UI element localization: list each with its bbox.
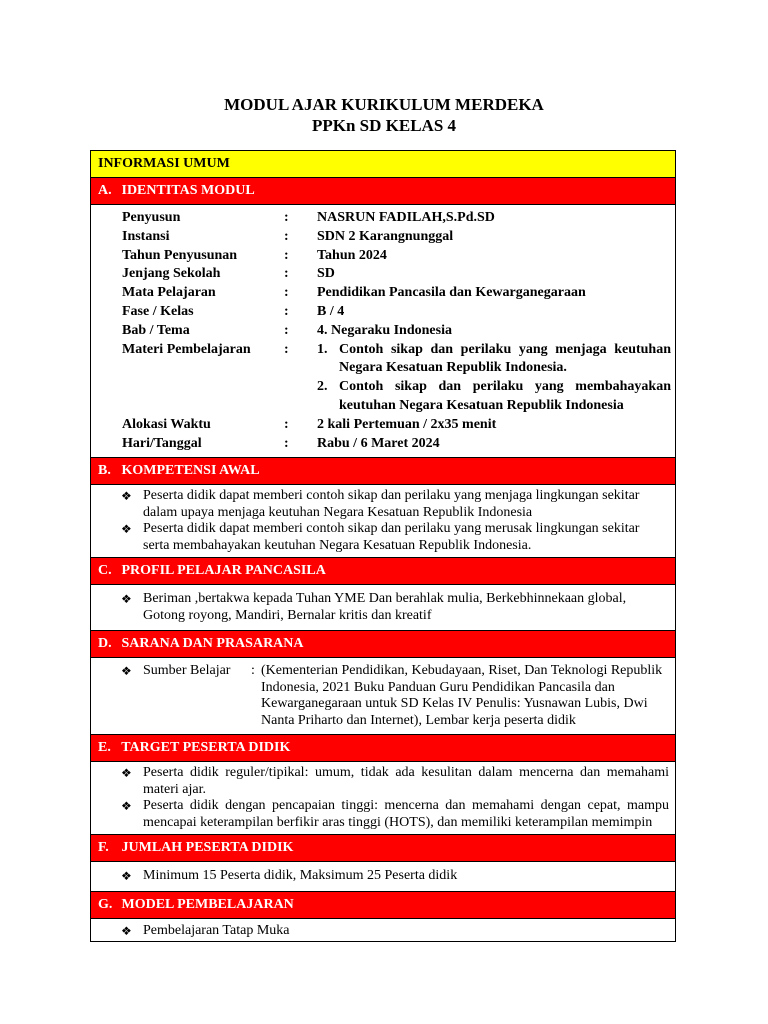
section-f-header <box>91 835 675 862</box>
title-line-1: MODUL AJAR KURIKULUM MERDEKA <box>224 95 544 114</box>
sarana-prasarana-body <box>91 658 675 735</box>
section-e-letter: E. <box>98 740 111 756</box>
identitas-key: Hari/Tanggal <box>122 435 202 451</box>
identitas-value: Pendidikan Pancasila dan Kewarganegaraan <box>317 285 586 301</box>
bullet-diamond-icon: ❖ <box>121 664 132 679</box>
list-item <box>121 591 669 624</box>
list-item <box>121 798 669 831</box>
section-e-title: TARGET PESERTA DIDIK <box>121 740 291 756</box>
bullet-diamond-icon: ❖ <box>121 799 132 814</box>
list-item-text: Beriman ,bertakwa kepada Tuhan YME Dan berahlak mulia, Berkebhinnekaan global, Gotong royong, Mandiri, Bernalar kritis dan kreatif <box>143 591 627 623</box>
bullet-diamond-icon: ❖ <box>121 592 132 607</box>
identitas-row <box>91 247 675 266</box>
materi-text: Contoh sikap dan perilaku yang membahayakan keutuhan Negara Kesatuan Republik Indonesia <box>339 379 671 413</box>
list-item <box>121 765 669 798</box>
section-a-letter: A. <box>98 183 112 198</box>
identitas-key: Tahun Penyusunan <box>122 247 238 263</box>
list-item-text: Peserta didik reguler/tipikal: umum, tidak ada kesulitan dalam mencerna dan memahami materi ajar. <box>143 765 669 797</box>
list-item-text: Minimum 15 Peserta didik, Maksimum 25 Peserta didik <box>143 868 458 884</box>
section-f-title: JUMLAH PESERTA DIDIK <box>121 840 294 856</box>
identitas-row <box>91 416 675 435</box>
materi-number: 2. <box>317 379 328 395</box>
section-c-title: PROFIL PELAJAR PANCASILA <box>121 563 326 579</box>
section-d-header <box>91 631 675 658</box>
materi-number: 1. <box>317 341 328 357</box>
identitas-value: Tahun 2024 <box>317 247 387 263</box>
identitas-row <box>91 435 675 454</box>
list-item <box>121 923 669 940</box>
module-table <box>90 150 676 942</box>
document-title <box>0 94 768 136</box>
section-f-letter: F. <box>98 840 109 856</box>
identitas-row <box>91 265 675 284</box>
identitas-row <box>91 228 675 247</box>
section-b-header <box>91 458 675 485</box>
materi-item <box>317 378 671 416</box>
identitas-value: 4. Negaraku Indonesia <box>317 322 452 338</box>
identitas-value: Rabu / 6 Maret 2024 <box>317 435 440 451</box>
model-pembelajaran-list <box>91 919 675 942</box>
identitas-colon: : <box>284 210 289 225</box>
identitas-key: Jenjang Sekolah <box>122 266 221 282</box>
identitas-key: Bab / Tema <box>122 322 190 338</box>
identitas-colon: : <box>284 435 289 451</box>
section-a-title: IDENTITAS MODUL <box>121 183 255 198</box>
bullet-diamond-icon: ❖ <box>121 869 132 884</box>
materi-item <box>317 341 671 379</box>
section-a-header <box>91 178 675 205</box>
informasi-umum-header: INFORMASI UMUM <box>91 151 675 178</box>
identitas-key: Alokasi Waktu <box>122 416 211 432</box>
section-b-letter: B. <box>98 463 111 479</box>
section-b-title: KOMPETENSI AWAL <box>121 463 260 479</box>
jumlah-peserta-list <box>91 862 675 892</box>
list-item-text: Peserta didik dengan pencapaian tinggi: mencerna dan memahami dengan cepat, mampu mencapai keterampilan berfikir aras tinggi (HOTS), dan memiliki keterampilan memimpin <box>143 798 669 830</box>
section-c-letter: C. <box>98 563 112 579</box>
list-item-text: Peserta didik dapat memberi contoh sikap dan perilaku yang menjaga lingkungan sekitar dalam upaya menjaga keutuhan Negara Kesatuan Republik Indonesia <box>143 488 640 520</box>
sarana-value: (Kementerian Pendidikan, Kebudayaan, Riset, Dan Teknologi Republik Indonesia, 2021 Buku Panduan Guru Pendidikan Pancasila dan Kewarganegaraan untuk SD Kelas IV Penulis: Yusnawan Lubis, Dwi Nanta Priharto dan Internet), Lembar kerja peserta didik <box>261 663 663 728</box>
materi-text: Contoh sikap dan perilaku yang menjaga keutuhan Negara Kesatuan Republik Indonesia. <box>339 341 671 376</box>
bullet-diamond-icon: ❖ <box>121 766 132 781</box>
section-g-letter: G. <box>98 896 113 912</box>
identitas-value: 2 kali Pertemuan / 2x35 menit <box>317 416 497 432</box>
identitas-colon: : <box>284 341 289 357</box>
section-g-header <box>91 892 675 919</box>
bullet-diamond-icon: ❖ <box>121 489 132 504</box>
identitas-colon: : <box>284 303 289 319</box>
identitas-key: Materi Pembelajaran <box>122 341 251 357</box>
list-item <box>121 868 669 885</box>
list-item-text: Peserta didik dapat memberi contoh sikap dan perilaku yang merusak lingkungan sekitar serta membahayakan keutuhan Negara Kesatuan Republik Indonesia. <box>143 521 640 553</box>
list-item <box>121 488 669 521</box>
identitas-colon: : <box>284 416 289 432</box>
section-d-title: SARANA DAN PRASARANA <box>121 636 304 652</box>
identitas-key: Mata Pelajaran <box>122 285 216 301</box>
identitas-key: Instansi <box>122 228 170 244</box>
title-line-2: PPKn SD KELAS 4 <box>311 116 457 135</box>
identitas-row-materi <box>91 341 675 416</box>
identitas-rows <box>91 209 675 341</box>
section-g-title: MODEL PEMBELAJARAN <box>121 896 294 912</box>
identitas-modul-body <box>91 205 675 458</box>
section-d-letter: D. <box>98 636 112 652</box>
identitas-key: Penyusun <box>122 210 181 225</box>
identitas-value: SD <box>317 266 335 282</box>
materi-list <box>317 341 671 416</box>
identitas-row <box>91 284 675 303</box>
identitas-colon: : <box>284 228 289 244</box>
bullet-diamond-icon: ❖ <box>121 522 132 537</box>
identitas-value: B / 4 <box>317 303 345 319</box>
profil-pelajar-list <box>91 585 675 631</box>
identitas-colon: : <box>284 266 289 282</box>
identitas-colon: : <box>284 247 289 263</box>
identitas-row <box>91 209 675 228</box>
identitas-value: SDN 2 Karangnunggal <box>317 228 454 244</box>
target-peserta-list <box>91 762 675 835</box>
identitas-key: Fase / Kelas <box>122 303 194 319</box>
section-e-header <box>91 735 675 762</box>
identitas-row <box>91 322 675 341</box>
list-item <box>121 521 669 554</box>
section-c-header <box>91 558 675 585</box>
identitas-colon: : <box>284 322 289 338</box>
identitas-rows <box>91 416 675 454</box>
identitas-value: NASRUN FADILAH,S.Pd.SD <box>317 210 495 225</box>
list-item-text: Pembelajaran Tatap Muka <box>143 922 290 938</box>
identitas-colon: : <box>284 285 289 301</box>
kompetensi-awal-list <box>91 485 675 558</box>
bullet-diamond-icon: ❖ <box>121 923 132 938</box>
identitas-row <box>91 303 675 322</box>
sarana-colon: : <box>251 663 255 679</box>
sarana-label: Sumber Belajar <box>143 663 231 679</box>
sarana-item <box>121 663 669 729</box>
